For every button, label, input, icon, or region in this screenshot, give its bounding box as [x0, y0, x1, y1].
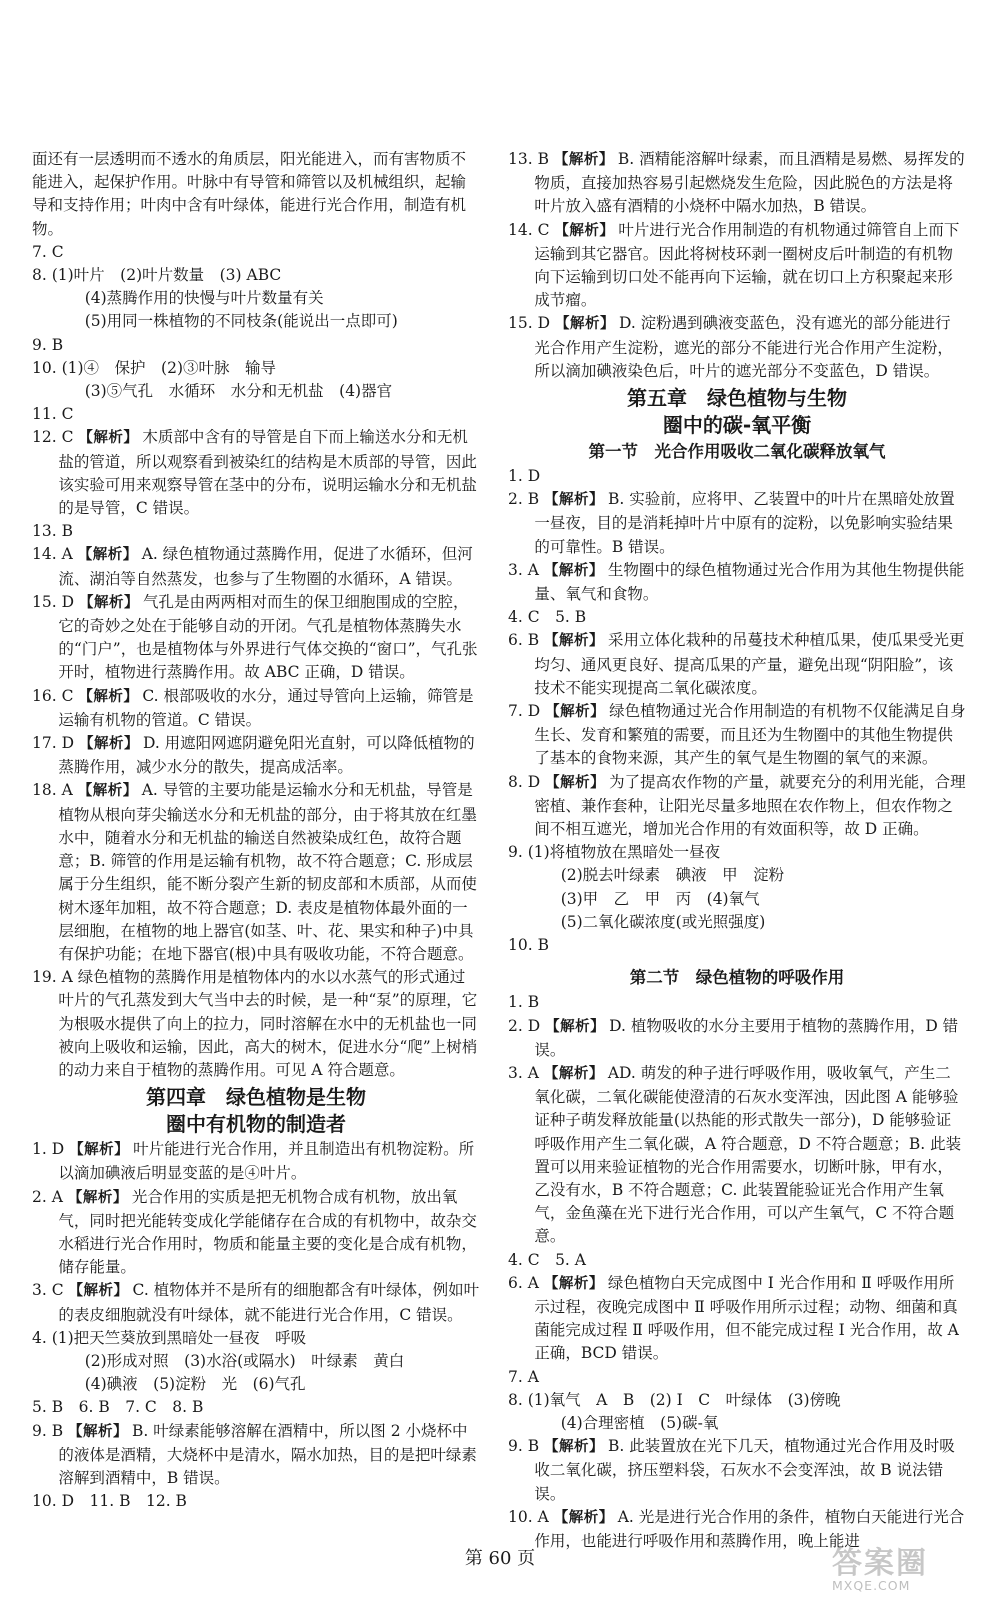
sec1-answer-7-head: 7. D	[508, 702, 541, 721]
answer-19-head: 19. A	[32, 968, 73, 987]
analysis-tag: 【解析】	[69, 1142, 130, 1159]
sec2-answer-2-head: 2. D	[508, 1016, 541, 1035]
answer-16	[32, 685, 480, 732]
answer-14-head: 14. A	[32, 545, 73, 564]
ch4-answer-9-head: 9. B	[32, 1421, 64, 1440]
ch4-answer-2	[32, 1186, 480, 1280]
ch4-answer-15-head: 15. D	[508, 314, 551, 333]
answer-15-head: 15. D	[32, 592, 75, 611]
chapter-4-title-line-2: 圈中有机物的制造者	[166, 1112, 346, 1137]
ch4-answer-1-text: 叶片能进行光合作用，并且制造出有机物淀粉。所以滴加碘液后明显变蓝的是④叶片。	[58, 1140, 475, 1183]
answer-8-line-2: (4)蒸腾作用的快慢与叶片数量有关	[84, 289, 324, 308]
answer-17-head: 17. D	[32, 734, 75, 753]
chapter-5-title	[508, 385, 966, 439]
answer-12-head: 12. C	[32, 428, 74, 447]
ch4-answer-4-line-2: (2)形成对照 (3)水浴(或隔水) 叶绿素 黄白	[84, 1351, 405, 1370]
analysis-tag: 【解析】	[543, 562, 604, 579]
ch4-answer-14-text: 叶片进行光合作用制造的有机物通过筛管自上而下运输到其它器官。因此将树枝环剥一圈树皮后叶制造的有机物向下运输到切口处不能再向下运输，就在切口上方积聚起来形成节瘤。	[534, 220, 960, 310]
answer-18	[32, 779, 480, 966]
sec2-answer-6-text: 绿色植物白天完成图中 Ⅰ 光合作用和 Ⅱ 呼吸作用所示过程，夜晚完成图中 Ⅱ 呼吸作用所示过程；动物、细菌和真菌能完成过程 Ⅱ 呼吸作用，但不能完成过程 Ⅰ 光合作用，故 A 正确，BCD 错误。	[534, 1273, 959, 1363]
answer-19	[32, 966, 480, 1082]
answer-10	[32, 357, 480, 403]
ch4-answer-15-text: D. 淀粉遇到碘液变蓝色，没有遮光的部分能进行光合作用产生淀粉，遮光的部分不能进行光合作用产生淀粉，所以滴加碘液染色后，叶片的遮光部分不变蓝色，D 错误。	[534, 314, 953, 380]
sec1-answer-3	[508, 559, 966, 606]
answer-10-line-2: (3)⑤气孔 水循环 水分和无机盐 (4)器官	[84, 382, 393, 401]
sec1-answer-3-head: 3. A	[508, 560, 539, 579]
analysis-tag: 【解析】	[553, 1509, 614, 1526]
analysis-tag: 【解析】	[554, 316, 615, 333]
ch4-answer-4	[32, 1327, 480, 1397]
analysis-tag: 【解析】	[68, 1423, 129, 1440]
ch4-answer-13-text: B. 酒精能溶解叶绿素，而且酒精是易燃、易挥发的物质，直接加热容易引起燃烧发生危险，因此脱色的方法是将叶片放入盛有酒精的小烧杯中隔水加热，B 错误。	[534, 150, 965, 216]
sec2-answer-2-text: D. 植物吸收的水分主要用于植物的蒸腾作用，D 错误。	[534, 1016, 959, 1059]
sec1-answer-10: 10. B	[508, 936, 549, 955]
analysis-tag: 【解析】	[544, 1439, 605, 1456]
analysis-tag: 【解析】	[67, 1189, 128, 1206]
sec1-answer-8-text: 为了提高农作物的产量，就要充分的利用光能，合理密植、兼作套种，让阳光尽量多地照在农作物上，但农作物之间不相互遮光，增加光合作用的有效面积等，故 D 正确。	[534, 772, 966, 839]
analysis-tag: 【解析】	[78, 688, 139, 705]
sec2-answer-3-head: 3. A	[508, 1063, 539, 1082]
ch4-answer-2-text: 光合作用的实质是把无机物合成有机物，放出氧气，同时把光能转变成化学能储存在合成的有机物中，故杂交水稻进行光合作用时，物质和能量主要的变化是合成有机物，储存能量。	[58, 1187, 477, 1277]
ch4-answer-2-head: 2. A	[32, 1187, 63, 1206]
sec2-answer-10-head: 10. A	[508, 1507, 549, 1526]
analysis-tag: 【解析】	[77, 547, 138, 564]
sec1-answer-2	[508, 488, 966, 559]
section-1-title: 第一节 光合作用吸收二氧化碳释放氧气	[588, 442, 886, 462]
sec1-answer-1: 1. D	[508, 467, 541, 486]
sec2-answer-8	[508, 1389, 966, 1435]
answer-15	[32, 591, 480, 685]
sec2-answer-3	[508, 1062, 966, 1249]
analysis-tag: 【解析】	[545, 704, 606, 721]
sec2-answer-2	[508, 1015, 966, 1062]
sec2-answer-3-text: AD. 萌发的种子进行呼吸作用，吸收氧气，产生二氧化碳，二氧化碳能使澄清的石灰水变浑浊，因此图 A 能够验证种子萌发释放能量(以热能的形式散失一部分)，D 能够验证呼吸作用产生二氧化碳，A 符合题意，D 不符合题意；B. 此装置可以用来验证植物的光合作用需要水，切断叶脉，甲有水，乙没有水，B 不符合题意；C. 此装置能验证光合作用产生氧气，金鱼藻在光下进行光合作用，可以产生氧气，C 不符合题意。	[534, 1063, 962, 1246]
answer-18-head: 18. A	[32, 781, 73, 800]
ch4-answer-1-head: 1. D	[32, 1140, 65, 1159]
answer-14-text: A. 绿色植物通过蒸腾作用，促进了水循环，但河流、湖泊等自然蒸发，也参与了生物圈的水循环，A 错误。	[58, 545, 473, 588]
sec1-answer-6	[508, 629, 966, 700]
answer-17	[32, 732, 480, 779]
sec1-answers-4-5: 4. C 5. B	[508, 608, 587, 627]
sec1-answer-2-head: 2. B	[508, 490, 540, 509]
analysis-tag: 【解析】	[68, 1283, 129, 1300]
ch4-answer-9	[32, 1420, 480, 1491]
ch4-answer-14-head: 14. C	[508, 220, 550, 239]
sec1-answer-3-text: 生物圈中的绿色植物通过光合作用为其他生物提供能量、氧气和食物。	[534, 560, 965, 604]
sec1-answer-6-text: 采用立体化栽种的吊蔓技术种植瓜果，使瓜果受光更均匀、通风更良好、提高瓜果的产量，避免出现“阴阳脸”，该技术不能实现提高二氧化碳浓度。	[534, 631, 965, 697]
answer-8-line-1: 8. (1)叶片 (2)叶片数量 (3) ABC	[32, 266, 282, 285]
ch4-answer-15	[508, 312, 966, 383]
sec1-answer-2-text: B. 实验前，应将甲、乙装置中的叶片在黑暗处放置一昼夜，目的是消耗掉叶片中原有的淀粉，以免影响实验结果的可靠性。B 错误。	[534, 490, 955, 556]
ch4-answer-13	[508, 148, 966, 219]
left-column	[32, 148, 480, 1513]
sec2-answer-10-text: A. 光是进行光合作用的条件，植物白天能进行光合作用，也能进行呼吸作用和蒸腾作用，晚上能进	[534, 1507, 965, 1550]
ch4-answer-4-line-3: (4)碘液 (5)淀粉 光 (6)气孔	[84, 1375, 306, 1394]
answer-12	[32, 426, 480, 520]
analysis-tag: 【解析】	[553, 152, 614, 168]
ch4-answer-13-head: 13. B	[508, 150, 549, 168]
analysis-tag: 【解析】	[545, 774, 606, 791]
ch4-answer-3	[32, 1279, 480, 1326]
chapter-5-title-line-2: 圈中的碳-氧平衡	[662, 413, 812, 438]
ch4-answer-3-text: C. 植物体并不是所有的细胞都含有叶绿体，例如叶的表皮细胞就没有叶绿体，就不能进行光合作用，C 错误。	[58, 1281, 480, 1324]
ch4-answer-3-head: 3. C	[32, 1281, 64, 1300]
analysis-tag: 【解析】	[543, 1275, 604, 1292]
answer-9: 9. B	[32, 335, 64, 354]
answer-12-text: 木质部中含有的导管是自下而上输送水分和无机盐的管道，所以观察看到被染红的结构是木质部的导管，因此该实验可用来观察导管在茎中的分布，说明运输水分和无机盐的是导管，C 错误。	[58, 428, 477, 518]
answer-8-line-3: (5)用同一株植物的不同枝条(能说出一点即可)	[84, 312, 398, 331]
sec2-answer-7: 7. A	[508, 1367, 539, 1386]
sec1-answer-6-head: 6. B	[508, 631, 540, 650]
analysis-tag: 【解析】	[78, 594, 139, 611]
sec1-answer-7-text: 绿色植物通过光合作用制造的有机物不仅能满足自身生长、发育和繁殖的需要，而且还为生物圈中的其他生物提供了基本的食物来源，其产生的氧气是生物圈的氧气的来源。	[534, 702, 966, 768]
sec2-answer-6-head: 6. A	[508, 1273, 539, 1292]
answer-11: 11. C	[32, 405, 74, 424]
analysis-tag: 【解析】	[545, 1018, 606, 1035]
answer-17-text: D. 用遮阳网遮阴避免阳光直射，可以降低植物的蒸腾作用，减少水分的散失，提高成活率。	[58, 734, 475, 777]
sec2-answer-9-head: 9. B	[508, 1437, 540, 1456]
sec2-answer-8-line-1: 8. (1)氧气 A B (2) Ⅰ C 叶绿体 (3)傍晚	[508, 1390, 841, 1409]
ch4-answer-14	[508, 219, 966, 313]
watermark-url: MXQE.COM	[832, 1578, 911, 1593]
answer-13: 13. B	[32, 522, 73, 541]
sec1-answer-7	[508, 700, 966, 771]
sec2-answer-9	[508, 1435, 966, 1506]
analysis-tag: 【解析】	[77, 783, 138, 800]
sec1-answer-8-head: 8. D	[508, 772, 541, 791]
answer-15-text: 气孔是由两两相对而生的保卫细胞围成的空腔，它的奇妙之处在于能够自动的开闭。气孔是植物体蒸腾失水的“门户”，也是植物体与外界进行气体交换的“窗口”，气孔张开时，植物进行蒸腾作用。故 ABC 正确，D 错误。	[58, 592, 478, 682]
sec1-answer-9	[508, 841, 966, 934]
answer-16-head: 16. C	[32, 686, 74, 705]
analysis-tag: 【解析】	[543, 1065, 604, 1082]
answer-8	[32, 264, 480, 334]
chapter-5-title-line-1: 第五章 绿色植物与生物	[627, 386, 847, 411]
watermark-logo	[832, 1538, 982, 1596]
sec2-answers-4-5: 4. C 5. A	[508, 1250, 586, 1269]
answer-14	[32, 543, 480, 590]
sec2-answer-8-line-2: (4)合理密植 (5)碳-氧	[560, 1413, 719, 1432]
watermark-logo-text: 答案圈	[832, 1546, 928, 1581]
analysis-tag: 【解析】	[78, 736, 139, 753]
sec2-answer-9-text: B. 此装置放在光下几天，植物通过光合作用及时吸收二氧化碳，挤压塑料袋，石灰水不会变浑浊，故 B 说法错误。	[534, 1437, 955, 1503]
right-column	[508, 148, 966, 1553]
ch4-answer-9-text: B. 叶绿素能够溶解在酒精中，所以图 2 小烧杯中的液体是酒精，大烧杯中是清水，隔水加热，目的是把叶绿素溶解到酒精中，B 错误。	[58, 1421, 477, 1487]
answer-16-text: C. 根部吸收的水分，通过导管向上运输，筛管是运输有机物的管道。C 错误。	[58, 686, 474, 729]
section-2-title: 第二节 绿色植物的呼吸作用	[629, 968, 845, 988]
ch4-answer-4-line-1: 4. (1)把天竺葵放到黑暗处一昼夜 呼吸	[32, 1328, 307, 1347]
answer-10-line-1: 10. (1)④ 保护 (2)③叶脉 输导	[32, 358, 276, 377]
sec1-answer-9-line-4: (5)二氧化碳浓度(或光照强度)	[560, 912, 766, 931]
sec1-answer-8	[508, 771, 966, 842]
chapter-4-title	[32, 1084, 480, 1138]
sec1-answer-9-line-3: (3)甲 乙 甲 丙 (4)氧气	[560, 889, 760, 908]
analysis-tag: 【解析】	[544, 492, 605, 509]
sec2-answer-1: 1. B	[508, 993, 540, 1012]
intro-paragraph: 面还有一层透明而不透水的角质层，阳光能进入，而有害物质不能进入，起保护作用。叶脉中有导管和筛管以及机械组织，起输导和支持作用；叶肉中含有叶绿体，能进行光合作用，制造有机物。	[32, 150, 467, 238]
ch4-answers-5-8: 5. B 6. B 7. C 8. B	[32, 1398, 204, 1417]
ch4-answer-1	[32, 1138, 480, 1185]
page-number: 第 60 页	[464, 1548, 536, 1569]
analysis-tag: 【解析】	[544, 633, 605, 650]
sec1-answer-9-line-2: (2)脱去叶绿素 碘液 甲 淀粉	[560, 866, 785, 885]
analysis-tag: 【解析】	[554, 222, 615, 239]
analysis-tag: 【解析】	[78, 430, 139, 447]
answer-19-text: 绿色植物的蒸腾作用是植物体内的水以水蒸气的形式通过叶片的气孔蒸发到大气当中去的时候，是一种“泵”的原理，它为根吸水提供了向上的拉力，同时溶解在水中的无机盐也一同被向上吸收和运输，因此，高大的树木，促进水分“爬”上树梢的动力来自于植物的蒸腾作用。可见 A 符合题意。	[58, 968, 478, 1079]
ch4-answers-10-12: 10. D 11. B 12. B	[32, 1492, 187, 1511]
chapter-4-title-line-1: 第四章 绿色植物是生物	[146, 1085, 366, 1110]
sec2-answer-6	[508, 1272, 966, 1366]
answer-18-text: A. 导管的主要功能是运输水分和无机盐，导管是植物从根向芽尖输送水分和无机盐的部分，由于将其放在红墨水中，随着水分和无机盐的输送自然被染成红色，故符合题意；B. 筛管的作用是运输有机物，故不符合题意；C. 形成层属于分生组织，能不断分裂产生新的韧皮部和木质部，从而使树木逐年加粗，故不符合题意；D. 表皮是植物体最外面的一层细胞，在植物的地上器官(如茎、叶、花、果实和种子)中具有保护功能；在地下器官(根)中具有吸收功能，不符合题意。	[58, 781, 477, 963]
sec1-answer-9-line-1: 9. (1)将植物放在黑暗处一昼夜	[508, 843, 721, 862]
answer-7: 7. C	[32, 242, 64, 261]
